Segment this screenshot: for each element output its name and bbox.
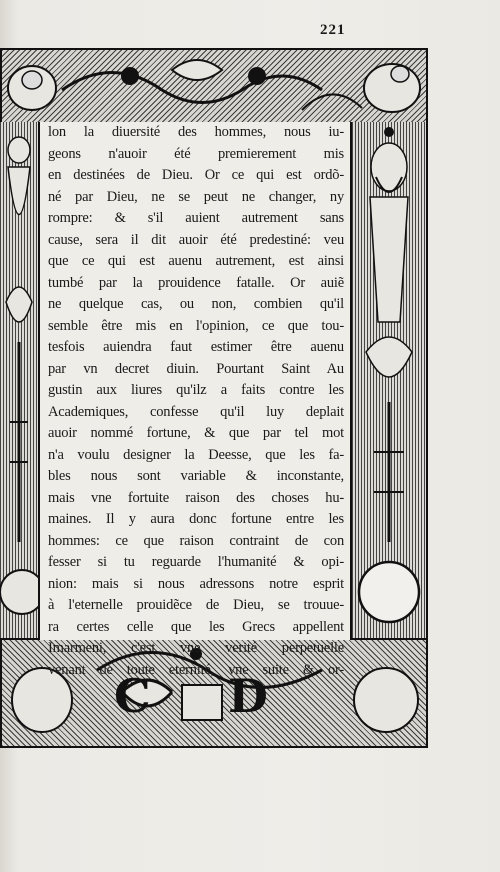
- text-line: geons n'auoir été premierement mis: [48, 145, 344, 162]
- text-line: fesser si tu reguarde l'humanité & opi-: [48, 554, 344, 570]
- text-line: lon la diuersité des hommes, nous iu-: [48, 124, 344, 140]
- device-letter-right: D: [228, 669, 268, 723]
- page-number: 221: [320, 22, 346, 38]
- left-pillar-ornament: [0, 122, 40, 640]
- text-line: n'a voulu designer la Deesse, que les fa-: [48, 446, 344, 463]
- text-line: venant de toute eternité, vne suite & or-: [48, 661, 344, 678]
- text-line: tesfois auiendra faut estimer être auenu: [48, 339, 344, 355]
- text-line: bles nous sont variable & inconstante,: [48, 468, 344, 484]
- text-line: tumbé par la prouidence fatalle. Or auiẽ: [48, 274, 344, 291]
- text-line: gustin aux liures qu'ilz a faits contre les: [48, 382, 344, 398]
- bearded-herm-icon: [352, 122, 426, 640]
- text-line: que ce qui est auenu autrement, est ainsi: [48, 253, 344, 269]
- text-line: semble être mis en l'opinion, ce que tou-: [48, 317, 344, 334]
- right-pillar-ornament: [350, 122, 428, 640]
- text-line: Academiques, confesse qu'il luy deplait: [48, 403, 344, 420]
- text-line: auoir nommé fortune, & que par tel mot: [48, 425, 344, 441]
- top-scrollwork-icon: [2, 50, 426, 122]
- text-line: maines. Il y aura donc fortune entre les: [48, 511, 344, 527]
- text-line: par vn decret diuin. Pourtant Saint Au: [48, 360, 344, 377]
- text-line: Imarmeni, c'est vne verité perpetuelle: [48, 640, 344, 656]
- text-line: né par Dieu, ne se peut ne changer, ny: [48, 188, 344, 205]
- top-ornament-band: [0, 48, 428, 124]
- text-line: mais vne fortuite raison des choses hu-: [48, 489, 344, 506]
- text-line: cause, sera il dit auoir été predestiné: veu: [48, 231, 344, 248]
- device-letter-left: C: [114, 669, 151, 723]
- text-line: en destinées de Dieu. Or ce qui est ordõ-: [48, 167, 344, 183]
- text-line: ne quelque cas, ou non, combien qu'il: [48, 296, 344, 312]
- body-text-block: [40, 122, 350, 678]
- text-line: ra certes celle que les Grecs appellent: [48, 618, 344, 635]
- caryatid-icon: [0, 122, 38, 640]
- text-line: hommes: ce que raison contraint de con: [48, 532, 344, 549]
- text-line: nion: mais si nous adressons notre esprit: [48, 575, 344, 592]
- text-line: à l'eternelle prouidẽce de Dieu, se trouue-: [48, 597, 344, 613]
- text-line: rompre: & s'il auient autrement sans: [48, 210, 344, 226]
